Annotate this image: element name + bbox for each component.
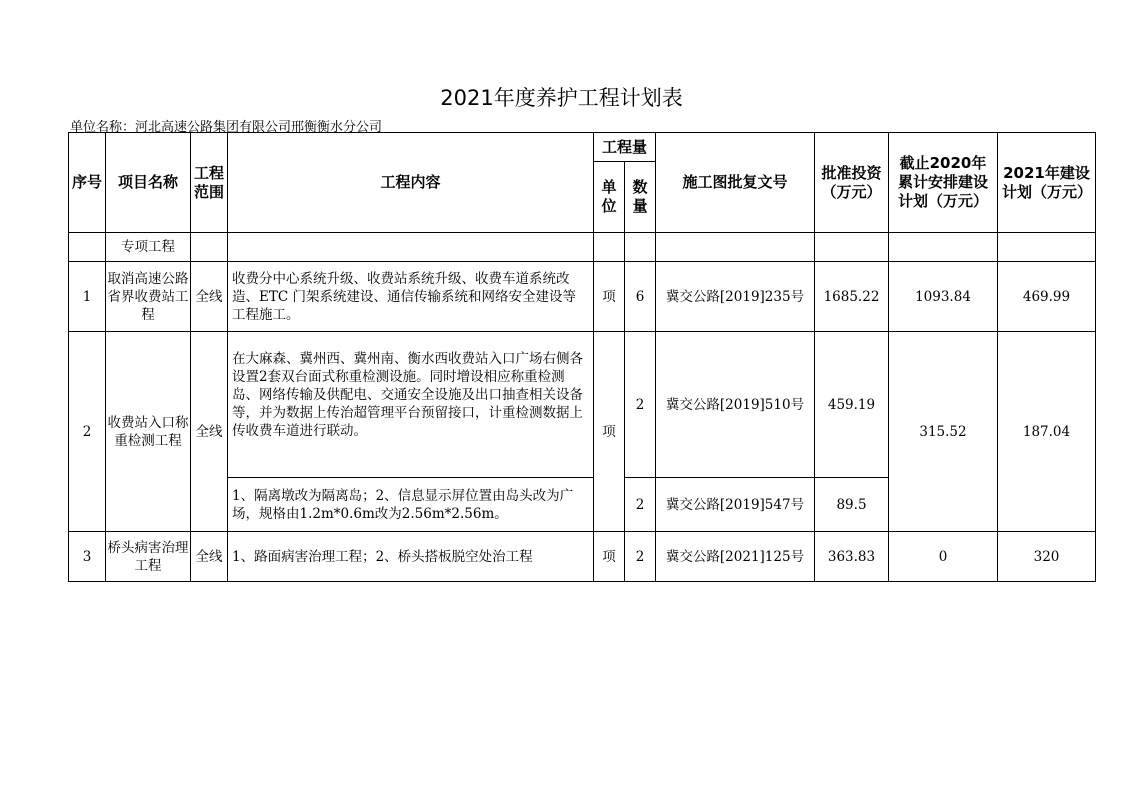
row-qty: 2: [625, 532, 656, 582]
table-row: [69, 532, 1096, 582]
row-investment: 89.5: [815, 478, 889, 532]
table-row: [69, 262, 1096, 332]
row-approval: 冀交公路[2019]510号: [656, 332, 815, 478]
row-name: 收费站入口称重检测工程: [106, 332, 191, 532]
row-qty: 2: [625, 478, 656, 532]
row-plan2021: 320: [998, 532, 1096, 582]
row-content: 1、隔离墩改为隔离岛；2、信息显示屏位置由岛头改为广场，规格由1.2m*0.6m改为2.56m*2.56m。: [228, 478, 594, 532]
row-approval: 冀交公路[2019]235号: [656, 262, 815, 332]
row-qty: 2: [625, 332, 656, 478]
header-cumulative: 截止2020年累计安排建设计划（万元）: [889, 133, 998, 233]
header-scope: 工程范围: [191, 133, 228, 233]
row-content: 收费分中心系统升级、收费站系统升级、收费车道系统改造、ETC 门架系统建设、通信传输系统和网络安全建设等工程施工。: [228, 262, 594, 332]
row-scope: 全线: [191, 262, 228, 332]
row-scope: 全线: [191, 332, 228, 532]
row-content: 1、路面病害治理工程；2、桥头搭板脱空处治工程: [228, 532, 594, 582]
header-investment: 批准投资（万元）: [815, 133, 889, 233]
row-cumulative: 1093.84: [889, 262, 998, 332]
row-unit: 项: [594, 332, 625, 532]
row-qty: 6: [625, 262, 656, 332]
row-seq: 3: [69, 532, 106, 582]
header-name: 项目名称: [106, 133, 191, 233]
row-investment: 1685.22: [815, 262, 889, 332]
header-unit: 单位: [594, 162, 625, 233]
header-quantity-group: 工程量: [594, 133, 656, 162]
row-unit: 项: [594, 262, 625, 332]
table-row: [69, 332, 1096, 478]
row-approval: 冀交公路[2019]547号: [656, 478, 815, 532]
row-scope: 全线: [191, 532, 228, 582]
row-investment: 363.83: [815, 532, 889, 582]
page-title: 2021年度养护工程计划表: [440, 86, 683, 110]
row-cumulative: 0: [889, 532, 998, 582]
unit-label: 单位名称：河北高速公路集团有限公司邢衡衡水分公司: [70, 120, 383, 135]
plan-table: [68, 132, 1096, 582]
section-row: [69, 233, 1096, 262]
section-seq-cell: [69, 233, 106, 262]
row-seq: 2: [69, 332, 106, 532]
row-plan2021: 187.04: [998, 332, 1096, 532]
row-approval: 冀交公路[2021]125号: [656, 532, 815, 582]
row-seq: 1: [69, 262, 106, 332]
row-investment: 459.19: [815, 332, 889, 478]
header-seq: 序号: [69, 133, 106, 233]
header-approval: 施工图批复文号: [656, 133, 815, 233]
row-content: 在大麻森、冀州西、冀州南、衡水西收费站入口广场右侧各设置2套双台面式称重检测设施。同时增设相应称重检测岛、网络传输及供配电、交通安全设施及出口抽查相关设备等，并为数据上传治超管理平台预留接口，计重检测数据上传收费车道进行联动。: [228, 332, 594, 478]
row-cumulative: 315.52: [889, 332, 998, 532]
header-content: 工程内容: [228, 133, 594, 233]
header-plan2021: 2021年建设计划（万元）: [998, 133, 1096, 233]
row-name: 桥头病害治理工程: [106, 532, 191, 582]
header-qty: 数量: [625, 162, 656, 233]
row-plan2021: 469.99: [998, 262, 1096, 332]
row-name: 取消高速公路省界收费站工程: [106, 262, 191, 332]
row-unit: 项: [594, 532, 625, 582]
section-label: 专项工程: [106, 233, 191, 262]
